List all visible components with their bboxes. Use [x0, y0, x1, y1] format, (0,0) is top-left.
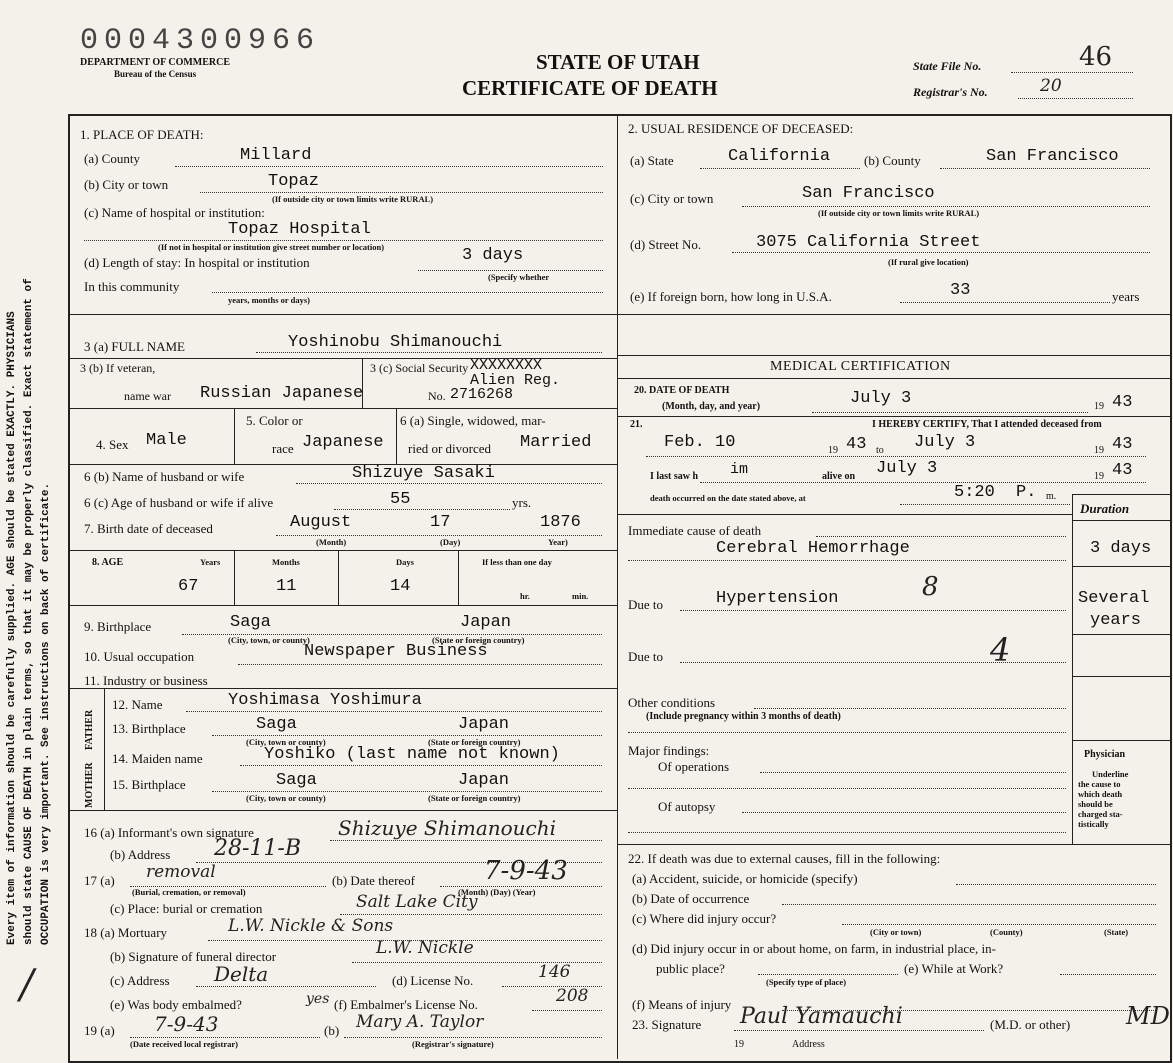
immediate-duration: 3 days — [1090, 539, 1152, 558]
other-conditions-note: (Include pregnancy within 3 months of death) — [646, 711, 841, 722]
other-conditions-line-2 — [628, 732, 1066, 733]
address-label: (c) Address — [110, 973, 170, 988]
to-year: 43 — [1112, 435, 1133, 454]
birthplace-state-note: (State or foreign country) — [432, 635, 525, 645]
death-county-line — [175, 166, 603, 167]
duration-row-2 — [1072, 634, 1170, 635]
external-d-note: (Specify type of place) — [766, 977, 847, 987]
embalmed-label: (e) Was body embalmed? — [110, 997, 242, 1012]
birth-day: 17 — [430, 513, 451, 532]
veteran-label: 3 (b) If veteran, — [80, 361, 156, 375]
informant-sig-label: 16 (a) Informant's own signature — [84, 825, 254, 840]
registrar-line — [1018, 98, 1133, 99]
res-county-value: San Francisco — [986, 147, 1119, 166]
from-year: 43 — [846, 435, 867, 454]
death-year-value: 43 — [1112, 393, 1133, 412]
row-divider-3 — [68, 464, 617, 465]
mortuary-label: 18 (a) Mortuary — [84, 925, 168, 940]
serial-number: 0004300966 — [80, 24, 321, 58]
res-street-value: 3075 California Street — [756, 233, 981, 252]
license-value: 146 — [538, 962, 571, 982]
medical-heading: MEDICAL CERTIFICATION — [770, 359, 951, 374]
due2-label: Due to — [628, 649, 664, 664]
mother-bp-line — [212, 791, 602, 792]
informant-sig-line — [330, 840, 602, 841]
spouse-age-unit: yrs. — [512, 495, 532, 510]
age-col-1 — [234, 550, 235, 605]
stay-note: (Specify whether — [488, 272, 550, 282]
section-divider-top — [68, 314, 1170, 315]
res-city-note: (If outside city or town limits write RURAL) — [818, 208, 980, 218]
mother-bp-state-note: (State or foreign country) — [428, 793, 521, 803]
death-year-prefix: 19 — [1094, 401, 1104, 412]
duration-divider — [1072, 494, 1073, 844]
state-title: STATE OF UTAH — [536, 50, 700, 74]
informant-addr-value: 28-11-B — [214, 836, 302, 861]
full-name-line — [256, 352, 602, 353]
burial-date-label: (b) Date thereof — [332, 873, 416, 888]
received-label: 19 (a) — [84, 1023, 115, 1038]
other-conditions-label: Other conditions — [628, 695, 716, 710]
last-saw-value: im — [730, 461, 749, 478]
res-state-label: (a) State — [630, 153, 674, 168]
mother-bp-city-note: (City, town or county) — [246, 793, 326, 803]
father-name-line — [186, 711, 602, 712]
ss-label: 3 (c) Social Security — [370, 361, 469, 375]
duration-label: Duration — [1080, 501, 1130, 516]
res-state-value: California — [728, 147, 831, 166]
mother-name-line — [240, 765, 602, 766]
death-date-value: July 3 — [850, 389, 912, 408]
birth-month-note: (Month) — [316, 537, 347, 547]
physician-date-line: 19 — [734, 1039, 744, 1050]
duration-row-1 — [1072, 566, 1170, 567]
mother-bp-country: Japan — [458, 771, 510, 790]
burial-date-note: (Month) (Day) (Year) — [458, 887, 536, 897]
row-divider-4 — [68, 550, 617, 551]
received-line — [130, 1037, 320, 1038]
age-years-value: 67 — [178, 577, 199, 596]
age-less-label: If less than one day — [482, 557, 552, 567]
physician-note-line-5: charged sta- — [1078, 809, 1123, 819]
external-b-line — [782, 904, 1156, 905]
father-bp-city-note: (City, town or county) — [246, 737, 326, 747]
father-bp-line — [212, 735, 602, 736]
to-label: to — [876, 445, 884, 456]
margin-instruction-1: Every item of information should be carefully supplied. AGE should be stated EXACTLY. PHYSICIANS — [6, 311, 18, 945]
medical-divider-1 — [617, 416, 1170, 417]
death-date-line — [812, 412, 1088, 413]
residence-heading: 2. USUAL RESIDENCE OF DECEASED: — [628, 121, 854, 136]
duration-row-4 — [1072, 740, 1170, 741]
stay-label: (d) Length of stay: In hospital or institution — [84, 255, 310, 270]
mortuary-value: L.W. Nickle & Sons — [228, 916, 394, 936]
m-label: m. — [1046, 491, 1057, 502]
external-heading: 22. If death was due to external causes, fill in the following: — [628, 851, 941, 866]
spouse-label: 6 (b) Name of husband or wife — [84, 469, 245, 484]
external-c: (c) Where did injury occur? — [632, 911, 777, 926]
foreign-born-value: 33 — [950, 281, 971, 300]
external-a: (a) Accident, suicide, or homicide (specify) — [632, 871, 858, 886]
alive-year: 43 — [1112, 461, 1133, 480]
informant-addr-label: (b) Address — [110, 847, 171, 862]
embalmed-value: yes — [306, 991, 330, 1007]
operations-label: Of operations — [658, 759, 730, 774]
physician-note-title: Physician — [1084, 749, 1126, 760]
res-city-value: San Francisco — [802, 184, 935, 203]
autopsy-line-2 — [628, 832, 1066, 833]
father-bp-country: Japan — [458, 715, 510, 734]
sex-label: 4. Sex — [96, 437, 129, 452]
external-b: (b) Date of occurrence — [632, 891, 750, 906]
row-divider-2 — [68, 408, 617, 409]
address-value: Delta — [214, 962, 269, 986]
pm-value: P. — [1016, 483, 1037, 502]
res-street-line — [732, 252, 1150, 253]
due1-label: Due to — [628, 597, 664, 612]
due1-value: Hypertension — [716, 589, 839, 608]
birthplace-label: 9. Birthplace — [84, 619, 152, 634]
parents-tag-divider — [104, 688, 105, 810]
time-value: 5:20 — [954, 483, 995, 502]
due1-duration-2: years — [1090, 611, 1142, 630]
mother-bp-city: Saga — [276, 771, 317, 790]
external-d-line — [758, 974, 898, 975]
physician-note-line-6: tistically — [1078, 819, 1109, 829]
birthplace-city: Saga — [230, 613, 271, 632]
attend-line — [646, 456, 1146, 457]
race-divider — [396, 408, 397, 464]
physician-sig-value: Paul Yamauchi — [740, 1004, 903, 1029]
other-conditions-line — [754, 708, 1066, 709]
community-line — [212, 292, 603, 293]
race-value: Japanese — [302, 433, 384, 452]
due1-line — [680, 610, 1066, 611]
to-year-prefix: 19 — [1094, 445, 1104, 456]
received-value: 7-9-43 — [154, 1012, 219, 1036]
physician-note-line-2: the cause to — [1078, 779, 1121, 789]
burial-place-label: (c) Place: burial or cremation — [110, 901, 263, 916]
industry-label: 11. Industry or business — [84, 673, 208, 688]
res-city-line — [742, 206, 1150, 207]
department-label: DEPARTMENT OF COMMERCE — [80, 57, 231, 68]
death-city-line — [200, 192, 603, 193]
alive-label: alive on — [822, 471, 856, 482]
physician-sig-line — [734, 1030, 984, 1031]
external-a-line — [956, 884, 1156, 885]
foreign-born-label: (e) If foreign born, how long in U.S.A. — [630, 289, 832, 304]
age-months-value: 11 — [276, 577, 297, 596]
father-name-label: 12. Name — [112, 697, 163, 712]
death-county-label: (a) County — [84, 151, 140, 166]
state-file-value: 46 — [1079, 42, 1113, 72]
local-registrar-label: (b) — [324, 1023, 340, 1038]
sex-divider — [234, 408, 235, 464]
burial-label: 17 (a) — [84, 873, 115, 888]
margin-instruction-2: should state CAUSE OF DEATH in plain terms, so that it may be properly classified. Exact statement of — [23, 278, 35, 945]
duration-row-3 — [1072, 676, 1170, 677]
res-street-label: (d) Street No. — [630, 237, 702, 252]
margin-pen-mark: / — [20, 962, 34, 1008]
age-min-label: min. — [572, 591, 589, 601]
physician-note-line-3: which death — [1078, 789, 1123, 799]
to-date: July 3 — [914, 433, 976, 452]
age-years-col: Years — [200, 557, 221, 567]
major-findings-label: Major findings: — [628, 743, 710, 758]
age-col-2 — [338, 550, 339, 605]
duration-header-top — [1072, 494, 1170, 495]
age-hr-label: hr. — [520, 591, 530, 601]
certificate-title: CERTIFICATE OF DEATH — [462, 76, 718, 100]
external-e: (e) While at Work? — [904, 961, 1004, 976]
bureau-label: Bureau of the Census — [114, 69, 197, 79]
birth-day-note: (Day) — [440, 537, 461, 547]
time-line — [900, 504, 1070, 505]
embalmer-line — [532, 1010, 602, 1011]
physician-note-line-1: Underline — [1092, 769, 1129, 779]
operations-line — [760, 772, 1066, 773]
father-bp-state-note: (State or foreign country) — [428, 737, 521, 747]
autopsy-line — [742, 812, 1066, 813]
ss-no-label: No. — [428, 389, 446, 403]
birthplace-country: Japan — [460, 613, 512, 632]
external-c-note-1: (City or town) — [870, 927, 922, 937]
stay-line — [418, 270, 603, 271]
spouse-age-value: 55 — [390, 490, 411, 509]
local-registrar-note: (Registrar's signature) — [412, 1039, 494, 1049]
alive-line — [700, 482, 1146, 483]
color-label: 5. Color or — [246, 413, 303, 428]
hospital-note: (If not in hospital or institution give street number or location) — [158, 242, 385, 252]
external-c-note-3: (State) — [1104, 927, 1129, 937]
veteran-divider — [362, 358, 363, 408]
alive-year-prefix: 19 — [1094, 471, 1104, 482]
medical-heading-line — [617, 378, 1170, 379]
spouse-line — [296, 483, 602, 484]
community-label: In this community — [84, 279, 180, 294]
mother-tag: MOTHER — [84, 762, 95, 808]
marital-label: 6 (a) Single, widowed, mar- — [400, 413, 546, 428]
burial-note: (Burial, cremation, or removal) — [132, 887, 246, 897]
from-date: Feb. 10 — [664, 433, 736, 452]
physician-address-label: Address — [792, 1039, 825, 1050]
local-registrar-line — [344, 1037, 602, 1038]
birth-date-label: 7. Birth date of deceased — [84, 521, 213, 536]
race-label: race — [272, 441, 294, 456]
father-name-value: Yoshimasa Yoshimura — [228, 691, 422, 710]
res-city-label: (c) City or town — [630, 191, 714, 206]
hospital-value: Topaz Hospital — [228, 220, 371, 239]
age-days-value: 14 — [390, 577, 411, 596]
marital-value: Married — [520, 433, 592, 452]
immediate-line — [816, 536, 1066, 537]
occupation-label: 10. Usual occupation — [84, 649, 195, 664]
row-divider-6 — [68, 688, 617, 689]
age-label: 8. AGE — [92, 557, 124, 568]
burial-value: removal — [146, 862, 216, 882]
father-bp-label: 13. Birthplace — [112, 721, 186, 736]
physician-sig-label: 23. Signature — [632, 1017, 702, 1032]
stay-value: 3 days — [462, 246, 524, 265]
director-label: (b) Signature of funeral director — [110, 949, 277, 964]
local-registrar-value: Mary A. Taylor — [356, 1012, 484, 1032]
medical-heading-divider — [617, 355, 1170, 356]
row-divider-5 — [68, 605, 617, 606]
due2-margin-mark: 4 — [990, 631, 1011, 669]
address-line — [196, 986, 376, 987]
registrar-value: 20 — [1040, 76, 1062, 96]
spouse-value: Shizuye Sasaki — [352, 464, 495, 483]
res-state-line — [700, 168, 860, 169]
spouse-age-label: 6 (c) Age of husband or wife if alive — [84, 495, 274, 510]
hospital-line — [84, 240, 603, 241]
birth-month: August — [290, 513, 352, 532]
age-months-col: Months — [272, 557, 300, 567]
age-days-col: Days — [396, 557, 414, 567]
informant-sig-value: Shizuye Shimanouchi — [338, 816, 557, 840]
received-note: (Date received local registrar) — [130, 1039, 239, 1049]
row-divider-7 — [68, 810, 617, 811]
medical-divider-3 — [617, 844, 1170, 845]
state-file-line — [1011, 72, 1133, 73]
immediate-line-2 — [628, 560, 1066, 561]
death-city-value: Topaz — [268, 172, 320, 191]
burial-place-value: Salt Lake City — [356, 892, 478, 912]
birthplace-city-note: (City, town, or county) — [228, 635, 310, 645]
duration-header-bottom — [1072, 520, 1170, 521]
immediate-label: Immediate cause of death — [628, 523, 762, 538]
autopsy-label: Of autopsy — [658, 799, 716, 814]
place-of-death-heading: 1. PLACE OF DEATH: — [80, 127, 204, 142]
registrar-label: Registrar's No. — [913, 85, 988, 99]
father-bp-city: Saga — [256, 715, 297, 734]
father-tag: FATHER — [84, 709, 95, 750]
res-street-note: (If rural give location) — [888, 257, 969, 267]
external-f: (f) Means of injury — [632, 997, 732, 1012]
md-value: MD — [1126, 1002, 1170, 1030]
death-county-value: Millard — [240, 146, 312, 165]
center-divider — [617, 114, 618, 1059]
burial-place-line — [340, 914, 602, 915]
mother-name-value: Yoshiko (last name not known) — [264, 745, 560, 764]
ss-value: 2716268 — [450, 386, 514, 403]
margin-instruction-3: OCCUPATION is very important. See instructions on back of certificate. — [40, 482, 52, 945]
community-note: years, months or days) — [228, 295, 311, 305]
marital-label-2: ried or divorced — [408, 441, 492, 456]
external-d-2: public place? — [656, 961, 725, 976]
alive-date: July 3 — [876, 459, 938, 478]
license-label: (d) License No. — [392, 973, 474, 988]
medical-divider-2 — [617, 514, 1072, 515]
external-d: (d) Did injury occur in or about home, on farm, in industrial place, in- — [632, 941, 996, 956]
death-date-note: (Month, day, and year) — [662, 401, 761, 412]
embalmer-value: 208 — [556, 986, 589, 1006]
burial-date-value: 7-9-43 — [484, 856, 568, 886]
full-name-label: 3 (a) FULL NAME — [84, 339, 185, 354]
alien-reg: Alien Reg. — [470, 372, 561, 389]
sex-value: Male — [146, 431, 187, 450]
occupation-line — [238, 664, 602, 665]
birth-date-line — [276, 535, 602, 536]
birth-year: 1876 — [540, 513, 581, 532]
physician-note-line-4: should be — [1078, 799, 1113, 809]
occurred-label: death occurred on the date stated above, at — [650, 493, 806, 503]
due1-margin-mark: 8 — [922, 572, 939, 602]
occupation-value: Newspaper Business — [304, 642, 488, 661]
ss-strike: XXXXXXXX — [470, 357, 543, 374]
external-c-line — [842, 924, 1156, 925]
cert-number: 21. — [630, 419, 643, 430]
external-c-note-2: (County) — [990, 927, 1023, 937]
war-value: Russian Japanese — [200, 384, 364, 403]
age-col-3 — [458, 550, 459, 605]
spouse-age-line — [334, 509, 510, 510]
birth-year-note: Year) — [548, 537, 568, 547]
external-e-line — [1060, 974, 1156, 975]
operations-line-2 — [628, 788, 1066, 789]
embalmer-label: (f) Embalmer's License No. — [334, 997, 478, 1012]
director-value: L.W. Nickle — [376, 938, 474, 958]
from-year-prefix: 19 — [828, 445, 838, 456]
res-county-label: (b) County — [864, 153, 921, 168]
md-label: (M.D. or other) — [990, 1017, 1071, 1032]
mother-bp-label: 15. Birthplace — [112, 777, 186, 792]
state-file-label: State File No. — [913, 59, 982, 73]
foreign-years-label: years — [1112, 289, 1140, 304]
foreign-born-line — [900, 302, 1110, 303]
mother-name-label: 14. Maiden name — [112, 751, 203, 766]
cert-text: I HEREBY CERTIFY, That I attended deceased from — [872, 419, 1102, 430]
immediate-value: Cerebral Hemorrhage — [716, 539, 910, 558]
due1-duration-1: Several — [1078, 589, 1150, 608]
full-name-value: Yoshinobu Shimanouchi — [288, 333, 503, 352]
death-date-label: 20. DATE OF DEATH — [634, 385, 730, 396]
death-city-label: (b) City or town — [84, 177, 169, 192]
last-saw-label: I last saw h — [650, 471, 699, 482]
res-county-line — [940, 168, 1150, 169]
death-city-note: (If outside city or town limits write RURAL) — [272, 194, 434, 204]
hospital-label: (c) Name of hospital or institution: — [84, 205, 265, 220]
war-label: name war — [124, 389, 171, 403]
